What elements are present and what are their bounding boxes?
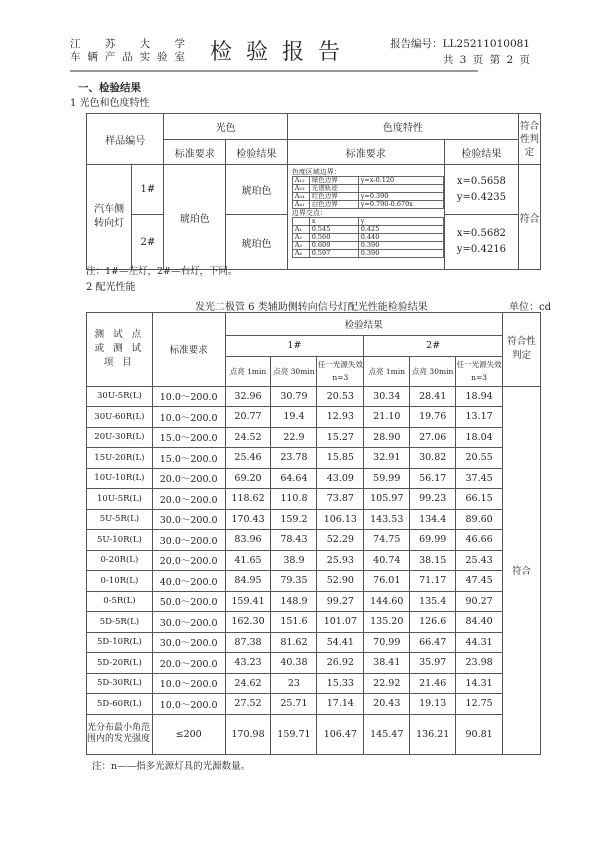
measured-value: 38.41 <box>364 653 410 674</box>
test-point: 30U-5R(L) <box>87 386 153 407</box>
measured-value: 28.41 <box>410 386 456 407</box>
measured-value: 105.97 <box>364 489 410 510</box>
table-row <box>87 571 541 592</box>
test-point: 0-20R(L) <box>87 550 153 571</box>
test-point: 5D-5R(L) <box>87 612 153 633</box>
measured-value: 99.27 <box>317 591 364 612</box>
boundary-row-cell: 白色边界 <box>309 201 358 209</box>
measured-value: 15.85 <box>317 448 364 469</box>
point-row-cell: 0.440 <box>358 234 443 242</box>
header-result: 检验结果 <box>225 313 503 336</box>
sample-name: 汽车侧转向灯 <box>87 165 132 270</box>
measured-value: 41.65 <box>225 550 271 571</box>
color-table <box>86 113 541 270</box>
measured-value: 81.62 <box>271 632 317 653</box>
test-point: 5D-60R(L) <box>87 694 153 715</box>
measured-value: 19.76 <box>410 407 456 428</box>
table-row <box>87 612 541 633</box>
table-row-max <box>87 714 541 754</box>
org-line1-char: 学 <box>174 38 185 50</box>
measured-value: 24.52 <box>225 427 271 448</box>
subsection-color: 1 光色和色度特性 <box>70 98 150 109</box>
sample-id-2: 2# <box>132 215 164 270</box>
measured-value: 118.62 <box>225 489 271 510</box>
header-chroma-result: 检验结果 <box>444 140 518 165</box>
measured-value: 135.4 <box>410 591 456 612</box>
measured-value: 79.35 <box>271 571 317 592</box>
chroma-y-2: y=0.4216 <box>456 244 506 255</box>
table-row <box>87 632 541 653</box>
std-range: 50.0～200.0 <box>152 591 225 612</box>
header-light-color: 光色 <box>164 114 287 140</box>
point-row-cell: A₃ <box>292 242 309 250</box>
measured-value: 25.71 <box>271 694 317 715</box>
report-no-label: 报告编号： <box>390 38 443 50</box>
table-row <box>87 673 541 694</box>
page-info: 共 3 页 第 2 页 <box>442 54 530 66</box>
measured-value: 23.78 <box>271 448 317 469</box>
measured-value: 170.98 <box>225 714 271 754</box>
measured-value: 32.96 <box>225 386 271 407</box>
std-range: 10.0～200.0 <box>152 407 225 428</box>
header-30min-1: 点亮 30min <box>271 356 317 386</box>
header-color-std: 标准要求 <box>164 140 226 165</box>
measured-value: 99.23 <box>410 489 456 510</box>
test-point: 5U-10R(L) <box>87 530 153 551</box>
measured-value: 52.90 <box>317 571 364 592</box>
boundary-table <box>292 176 444 209</box>
table-row <box>87 489 541 510</box>
measured-value: 143.53 <box>364 509 410 530</box>
measured-value: 135.20 <box>364 612 410 633</box>
measured-value: 66.15 <box>456 489 503 510</box>
std-range: 30.0～200.0 <box>152 509 225 530</box>
table-row <box>87 407 541 428</box>
header-fail-2: 任一光源失效 n=3 <box>456 356 503 386</box>
measured-value: 159.71 <box>271 714 317 754</box>
test-point: 10U-5R(L) <box>87 489 153 510</box>
measured-value: 78.43 <box>271 530 317 551</box>
point-row-cell: 0.560 <box>309 234 358 242</box>
measured-value: 106.13 <box>317 509 364 530</box>
chroma-std <box>287 165 444 270</box>
std-range: 20.0～200.0 <box>152 653 225 674</box>
measured-value: 56.17 <box>410 468 456 489</box>
report-info <box>390 38 530 67</box>
measured-value: 90.81 <box>456 714 503 754</box>
test-point: 5U-5R(L) <box>87 509 153 530</box>
table-row <box>87 448 541 469</box>
header-std: 标准要求 <box>152 313 225 387</box>
point-row-cell: y <box>358 218 443 226</box>
chroma-y-1: y=0.4235 <box>456 191 506 203</box>
measured-value: 64.64 <box>271 468 317 489</box>
boundary-title: 色度区域边界： <box>291 168 341 176</box>
measured-value: 17.14 <box>317 694 364 715</box>
test-point: 5D-30R(L) <box>87 673 153 694</box>
table-row <box>87 653 541 674</box>
table-row <box>87 694 541 715</box>
test-point: 0-5R(L) <box>87 591 153 612</box>
boundary-row-cell: A₃₄ <box>292 193 309 201</box>
measured-value: 44.31 <box>456 632 503 653</box>
table-row <box>87 591 541 612</box>
test-point: 5D-20R(L) <box>87 653 153 674</box>
std-range: 30.0～200.0 <box>152 632 225 653</box>
measured-value: 159.2 <box>271 509 317 530</box>
org-line2-char: 实 <box>139 51 151 63</box>
measured-value: 30.79 <box>271 386 317 407</box>
report-title: 检验报告 <box>210 40 355 65</box>
measured-value: 14.31 <box>456 673 503 694</box>
boundary-row <box>292 201 443 209</box>
std-range: 20.0～200.0 <box>152 489 225 510</box>
measured-value: 145.47 <box>364 714 410 754</box>
header-sample: 样品编号 <box>87 114 164 165</box>
test-point: 30U-60R(L) <box>87 407 153 428</box>
measured-value: 47.45 <box>456 571 503 592</box>
measured-value: 18.94 <box>456 386 503 407</box>
measured-value: 46.66 <box>456 530 503 551</box>
std-range: 30.0～200.0 <box>152 612 225 633</box>
header-sample-1: 1# <box>225 336 364 357</box>
measured-value: 22.92 <box>364 673 410 694</box>
measured-value: 25.93 <box>317 550 364 571</box>
org-line2-char: 验 <box>157 51 168 63</box>
measured-value: 40.38 <box>271 653 317 674</box>
test-point: 5D-10R(L) <box>87 632 153 653</box>
test-item: 光分布最小角范围内的发光强度 <box>87 714 153 754</box>
chroma-x-1: x=0.5658 <box>456 175 506 187</box>
header-conform: 符合性判定 <box>503 313 541 387</box>
photometric-note: 注：n——指多光源灯具的光源数量。 <box>92 761 251 772</box>
measured-value: 84.95 <box>225 571 271 592</box>
measured-value: 30.82 <box>410 448 456 469</box>
measured-value: 19.13 <box>410 694 456 715</box>
measured-value: 15.33 <box>317 673 364 694</box>
point-row-cell: A₄ <box>292 250 309 258</box>
org-line2-char: 室 <box>174 51 185 63</box>
measured-value: 89.60 <box>456 509 503 530</box>
measured-value: 35.97 <box>410 653 456 674</box>
measured-value: 134.4 <box>410 509 456 530</box>
header-chroma: 色度特性 <box>287 114 518 140</box>
measured-value: 13.17 <box>456 407 503 428</box>
point-row-cell: x <box>309 218 358 226</box>
measured-value: 38.15 <box>410 550 456 571</box>
measured-value: 162.30 <box>225 612 271 633</box>
unit-label: 单位：cd <box>508 302 551 313</box>
org-line2-char: 产 <box>104 51 116 63</box>
measured-value: 19.4 <box>271 407 317 428</box>
table-row <box>87 427 541 448</box>
boundary-row-cell: A₂₃ <box>292 185 309 193</box>
header-conform: 符合性判定 <box>519 114 541 165</box>
header-chroma-std: 标准要求 <box>287 140 444 165</box>
chroma-x-2: x=0.5682 <box>456 228 506 239</box>
boundary-row-cell: A₄₁ <box>292 201 309 209</box>
header-point: 测 试 点 或 测 试 项 目 <box>87 313 153 387</box>
measured-value: 159.41 <box>225 591 271 612</box>
section-heading: 一、检验结果 <box>78 82 141 94</box>
measured-value: 25.46 <box>225 448 271 469</box>
point-row-cell: 0.609 <box>309 242 358 250</box>
measured-value: 27.52 <box>225 694 271 715</box>
color-note: 注：1#—左灯，2#—右灯，下同。 <box>86 266 238 277</box>
org-line2-char: 辆 <box>87 51 98 63</box>
conform-result: 符合 <box>519 165 541 270</box>
header-30min-2: 点亮 30min <box>410 356 456 386</box>
points-table <box>292 217 444 258</box>
org-line1-char: 江 <box>70 38 81 50</box>
point-row-cell: A₁ <box>292 226 309 234</box>
measured-value: 23 <box>271 673 317 694</box>
subsection-photometric: 2 配光性能 <box>86 282 136 293</box>
test-point: 15U-20R(L) <box>87 448 153 469</box>
std-range: 10.0～200.0 <box>152 673 225 694</box>
table-row <box>87 468 541 489</box>
measured-value: 83.96 <box>225 530 271 551</box>
org-line1-char: 大 <box>139 38 151 50</box>
std-range: 10.0～200.0 <box>152 694 225 715</box>
report-no: LL25211010081 <box>442 38 530 50</box>
chroma-result-2 <box>444 215 518 270</box>
point-row-cell: 0.390 <box>358 242 443 250</box>
header-color-result: 检验结果 <box>226 140 288 165</box>
measured-value: 21.10 <box>364 407 410 428</box>
measured-value: 20.55 <box>456 448 503 469</box>
table-row <box>87 530 541 551</box>
measured-value: 38.9 <box>271 550 317 571</box>
measured-value: 101.07 <box>317 612 364 633</box>
table-row <box>87 550 541 571</box>
measured-value: 126.6 <box>410 612 456 633</box>
measured-value: 26.92 <box>317 653 364 674</box>
point-row-cell: 0.425 <box>358 226 443 234</box>
header-divider <box>70 70 478 72</box>
photometric-table <box>86 312 541 755</box>
std-range: 10.0～200.0 <box>152 386 225 407</box>
org-line1-char: 苏 <box>104 38 116 50</box>
header-1min-2: 点亮 1min <box>364 356 410 386</box>
measured-value: 20.43 <box>364 694 410 715</box>
boundary-row-cell: y=0.790-0.670x <box>358 201 443 209</box>
measured-value: 20.77 <box>225 407 271 428</box>
measured-value: 30.34 <box>364 386 410 407</box>
measured-value: 15.27 <box>317 427 364 448</box>
measured-value: 12.93 <box>317 407 364 428</box>
measured-value: 21.46 <box>410 673 456 694</box>
measured-value: 106.47 <box>317 714 364 754</box>
boundary-row-cell: y=x-0.120 <box>358 177 443 185</box>
std-range: 20.0～200.0 <box>152 468 225 489</box>
test-point: 0-10R(L) <box>87 571 153 592</box>
measured-value: 69.20 <box>225 468 271 489</box>
measured-value: 151.6 <box>271 612 317 633</box>
point-row-cell: A₂ <box>292 234 309 242</box>
header-fail-1: 任一光源失效 n=3 <box>317 356 364 386</box>
sample-id-1: 1# <box>132 165 164 215</box>
std-range: 15.0～200.0 <box>152 448 225 469</box>
measured-value: 18.04 <box>456 427 503 448</box>
table-caption: 发光二极管 6 类辅助侧转向信号灯配光性能检验结果 <box>195 302 428 313</box>
measured-value: 27.06 <box>410 427 456 448</box>
test-point: 20U-30R(L) <box>87 427 153 448</box>
table-row <box>87 386 541 407</box>
measured-value: 12.75 <box>456 694 503 715</box>
measured-value: 59.99 <box>364 468 410 489</box>
measured-value: 32.91 <box>364 448 410 469</box>
point-row <box>292 250 443 258</box>
point-row-cell: 0.390 <box>358 250 443 258</box>
measured-value: 54.41 <box>317 632 364 653</box>
header-sample-2: 2# <box>364 336 503 357</box>
measured-value: 22.9 <box>271 427 317 448</box>
measured-value: 43.23 <box>225 653 271 674</box>
point-row-cell: 0.597 <box>309 250 358 258</box>
measured-value: 144.60 <box>364 591 410 612</box>
boundary-row-cell: 绿色边界 <box>309 177 358 185</box>
color-result-2: 琥珀色 <box>226 215 288 270</box>
measured-value: 24.62 <box>225 673 271 694</box>
measured-value: 66.47 <box>410 632 456 653</box>
measured-value: 148.9 <box>271 591 317 612</box>
std-range: ≤200 <box>152 714 225 754</box>
measured-value: 43.09 <box>317 468 364 489</box>
measured-value: 25.43 <box>456 550 503 571</box>
measured-value: 28.90 <box>364 427 410 448</box>
measured-value: 74.75 <box>364 530 410 551</box>
measured-value: 87.38 <box>225 632 271 653</box>
measured-value: 37.45 <box>456 468 503 489</box>
std-range: 40.0～200.0 <box>152 571 225 592</box>
lab-name <box>70 38 185 64</box>
std-range: 30.0～200.0 <box>152 530 225 551</box>
org-line2-char: 品 <box>122 51 133 63</box>
measured-value: 69.99 <box>410 530 456 551</box>
chroma-result-1 <box>444 165 518 215</box>
std-range: 15.0～200.0 <box>152 427 225 448</box>
measured-value: 136.21 <box>410 714 456 754</box>
measured-value: 23.98 <box>456 653 503 674</box>
measured-value: 71.17 <box>410 571 456 592</box>
header-1min-1: 点亮 1min <box>225 356 271 386</box>
measured-value: 90.27 <box>456 591 503 612</box>
std-range: 20.0～200.0 <box>152 550 225 571</box>
measured-value: 76.01 <box>364 571 410 592</box>
measured-value: 84.40 <box>456 612 503 633</box>
measured-value: 170.43 <box>225 509 271 530</box>
color-result-1: 琥珀色 <box>226 165 288 215</box>
table-row <box>87 509 541 530</box>
boundary-row-cell: A₁₂ <box>292 177 309 185</box>
measured-value: 20.53 <box>317 386 364 407</box>
conform-result: 符合 <box>503 386 541 754</box>
points-title: 边界交点： <box>291 209 327 217</box>
measured-value: 73.87 <box>317 489 364 510</box>
boundary-row-cell: y=0.390 <box>358 193 443 201</box>
measured-value: 40.74 <box>364 550 410 571</box>
color-std: 琥珀色 <box>164 165 226 270</box>
boundary-row-cell: 光谱轨迹 <box>309 185 358 193</box>
measured-value: 52.29 <box>317 530 364 551</box>
boundary-row-cell: 红色边界 <box>309 193 358 201</box>
point-row-cell: 0.545 <box>309 226 358 234</box>
test-point: 10U-10R(L) <box>87 468 153 489</box>
measured-value: 110.8 <box>271 489 317 510</box>
org-line2-char: 车 <box>70 51 81 63</box>
measured-value: 70.99 <box>364 632 410 653</box>
